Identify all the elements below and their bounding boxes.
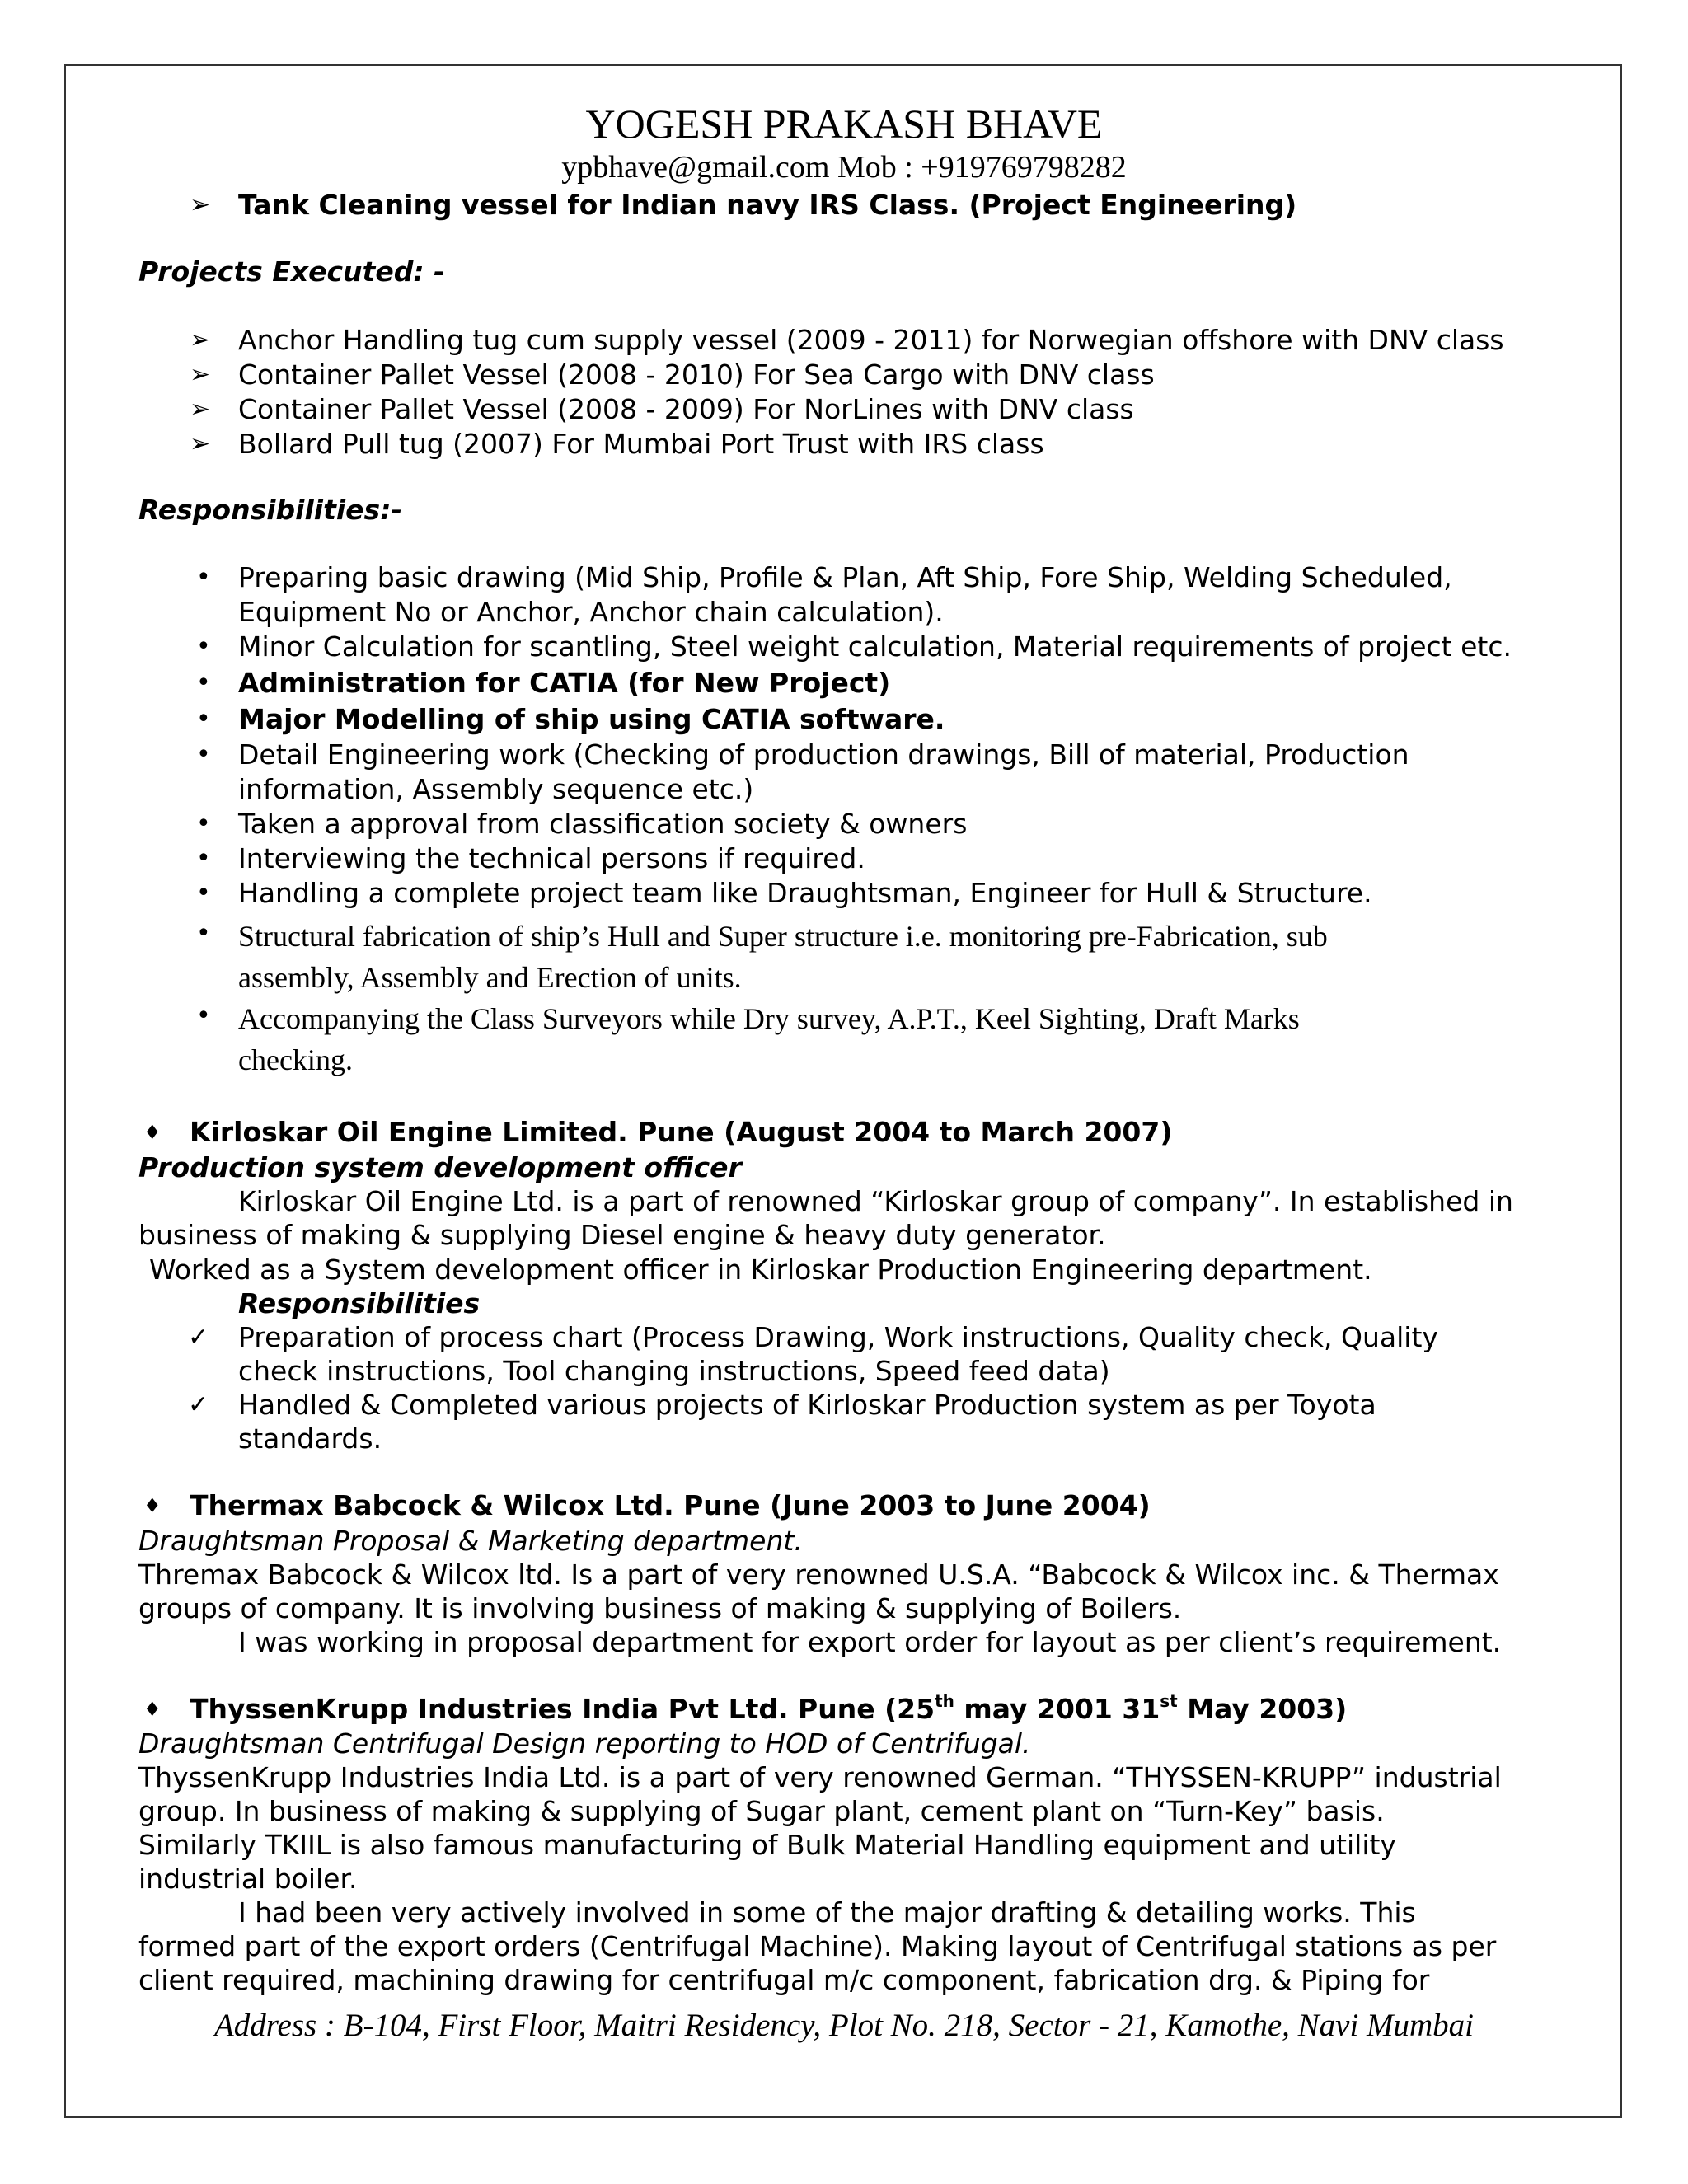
job-role: Draughtsman Proposal & Marketing department. — [138, 1525, 803, 1557]
list-item-continuation: information, Assembly sequence etc.) — [238, 773, 754, 805]
arrow-bullet-icon: ➢ — [190, 326, 211, 354]
arrow-bullet-icon: ➢ — [190, 190, 211, 219]
list-item: Anchor Handling tug cum supply vessel (2009 - 2011) for Norwegian offshore with DNV class — [238, 324, 1504, 356]
paragraph-line: Worked as a System development officer in Kirloskar Production Engineering department. — [149, 1254, 1372, 1286]
job-role: Production system development officer — [138, 1151, 742, 1183]
diamond-bullet-icon: ♦ — [143, 1121, 162, 1144]
bullet-icon: • — [196, 632, 211, 661]
paragraph-line: Similarly TKIIL is also famous manufacturing of Bulk Material Handling equipment and utility — [138, 1829, 1396, 1861]
paragraph-line: formed part of the export orders (Centrifugal Machine). Making layout of Centrifugal stations as per — [138, 1930, 1497, 1962]
subheading: Responsibilities — [238, 1287, 481, 1319]
title-part: may 2001 31 — [954, 1693, 1160, 1725]
paragraph-line: I was working in proposal department for export order for layout as per client’s requirement. — [238, 1626, 1502, 1658]
list-item-continuation: standards. — [238, 1422, 382, 1455]
intro-item: Tank Cleaning vessel for Indian navy IRS Class. (Project Engineering) — [238, 189, 1297, 221]
list-item: Major Modelling of ship using CATIA software. — [238, 703, 945, 735]
paragraph-line: industrial boiler. — [138, 1863, 358, 1895]
bullet-icon: • — [196, 740, 211, 769]
bullet-icon: • — [196, 844, 211, 873]
list-item: Preparation of process chart (Process Drawing, Work instructions, Quality check, Quality — [238, 1321, 1438, 1353]
list-item: Detail Engineering work (Checking of production drawings, Bill of material, Production — [238, 738, 1409, 771]
ordinal-suffix: st — [1160, 1691, 1178, 1711]
list-item: Container Pallet Vessel (2008 - 2010) For Sea Cargo with DNV class — [238, 359, 1155, 391]
bullet-icon: • — [196, 668, 211, 697]
list-item: Handled & Completed various projects of Kirloskar Production system as per Toyota — [238, 1389, 1376, 1421]
list-item: Bollard Pull tug (2007) For Mumbai Port Trust with IRS class — [238, 428, 1044, 460]
checkmark-bullet-icon: ✓ — [188, 1323, 209, 1352]
paragraph-line: I had been very actively involved in some of the major drafting & detailing works. This — [238, 1896, 1416, 1929]
bullet-icon: • — [196, 809, 211, 838]
bullet-icon: • — [196, 1001, 211, 1030]
list-item: Preparing basic drawing (Mid Ship, Profile & Plan, Aft Ship, Fore Ship, Welding Scheduled, — [238, 561, 1452, 593]
list-item: Handling a complete project team like Draughtsman, Engineer for Hull & Structure. — [238, 877, 1372, 909]
arrow-bullet-icon: ➢ — [190, 429, 211, 458]
checkmark-bullet-icon: ✓ — [188, 1390, 209, 1419]
job-title-thermax: Thermax Babcock & Wilcox Ltd. Pune (June 2003 to June 2004) — [190, 1489, 1151, 1521]
address-footer: Address : B-104, First Floor, Maitri Residency, Plot No. 218, Sector - 21, Kamothe, Navi Mumbai — [213, 2008, 1475, 2043]
bullet-icon: • — [196, 879, 211, 907]
bullet-icon: • — [196, 563, 211, 592]
list-item-continuation: checking. — [238, 1043, 353, 1076]
paragraph-line: Kirloskar Oil Engine Ltd. is a part of renowned “Kirloskar group of company”. In established in — [238, 1185, 1513, 1217]
paragraph-line: business of making & supplying Diesel engine & heavy duty generator. — [138, 1219, 1106, 1251]
bullet-icon: • — [196, 705, 211, 733]
paragraph-line: client required, machining drawing for centrifugal m/c component, fabrication drg. & Piping for — [138, 1964, 1430, 1996]
job-role: Draughtsman Centrifugal Design reporting to HOD of Centrifugal. — [138, 1727, 1031, 1760]
list-item: Structural fabrication of ship’s Hull and Super structure i.e. monitoring pre-Fabrication, sub — [238, 920, 1328, 953]
list-item: Administration for CATIA (for New Project) — [238, 667, 891, 699]
arrow-bullet-icon: ➢ — [190, 360, 211, 389]
list-item: Taken a approval from classification society & owners — [238, 808, 968, 840]
diamond-bullet-icon: ♦ — [143, 1494, 162, 1517]
paragraph-line: ThyssenKrupp Industries India Ltd. is a part of very renowned German. “THYSSEN-KRUPP” industrial — [138, 1761, 1502, 1793]
candidate-name: YOGESH PRAKASH BHAVE — [585, 101, 1103, 147]
list-item-continuation: assembly, Assembly and Erection of units. — [238, 961, 742, 994]
title-part: May 2003) — [1177, 1693, 1348, 1725]
projects-heading: Projects Executed: - — [138, 255, 445, 288]
list-item-continuation: check instructions, Tool changing instructions, Speed feed data) — [238, 1355, 1110, 1387]
diamond-bullet-icon: ♦ — [143, 1698, 162, 1721]
paragraph-line: Thremax Babcock & Wilcox ltd. Is a part of very renowned U.S.A. “Babcock & Wilcox inc. & Thermax — [138, 1558, 1499, 1591]
contact-line: ypbhave@gmail.com Mob : +919769798282 — [561, 150, 1127, 185]
job-title-kirloskar: Kirloskar Oil Engine Limited. Pune (August 2004 to March 2007) — [190, 1116, 1173, 1148]
ordinal-suffix: th — [935, 1691, 954, 1711]
paragraph-line: groups of company. It is involving business of making & supplying of Boilers. — [138, 1592, 1182, 1624]
list-item: Interviewing the technical persons if required. — [238, 842, 865, 874]
list-item: Accompanying the Class Surveyors while Dry survey, A.P.T., Keel Sighting, Draft Marks — [238, 1002, 1300, 1035]
paragraph-line: group. In business of making & supplying of Sugar plant, cement plant on “Turn-Key” basis. — [138, 1795, 1385, 1827]
list-item-continuation: Equipment No or Anchor, Anchor chain calculation). — [238, 596, 944, 628]
title-part: ThyssenKrupp Industries India Pvt Ltd. Pune (25 — [190, 1693, 935, 1725]
bullet-icon: • — [196, 919, 211, 948]
list-item: Container Pallet Vessel (2008 - 2009) For NorLines with DNV class — [238, 393, 1134, 425]
responsibilities-heading: Responsibilities:- — [138, 494, 403, 526]
list-item: Minor Calculation for scantling, Steel weight calculation, Material requirements of project etc. — [238, 630, 1512, 663]
job-title-thyssenkrupp — [190, 1692, 1347, 1727]
arrow-bullet-icon: ➢ — [190, 395, 211, 424]
